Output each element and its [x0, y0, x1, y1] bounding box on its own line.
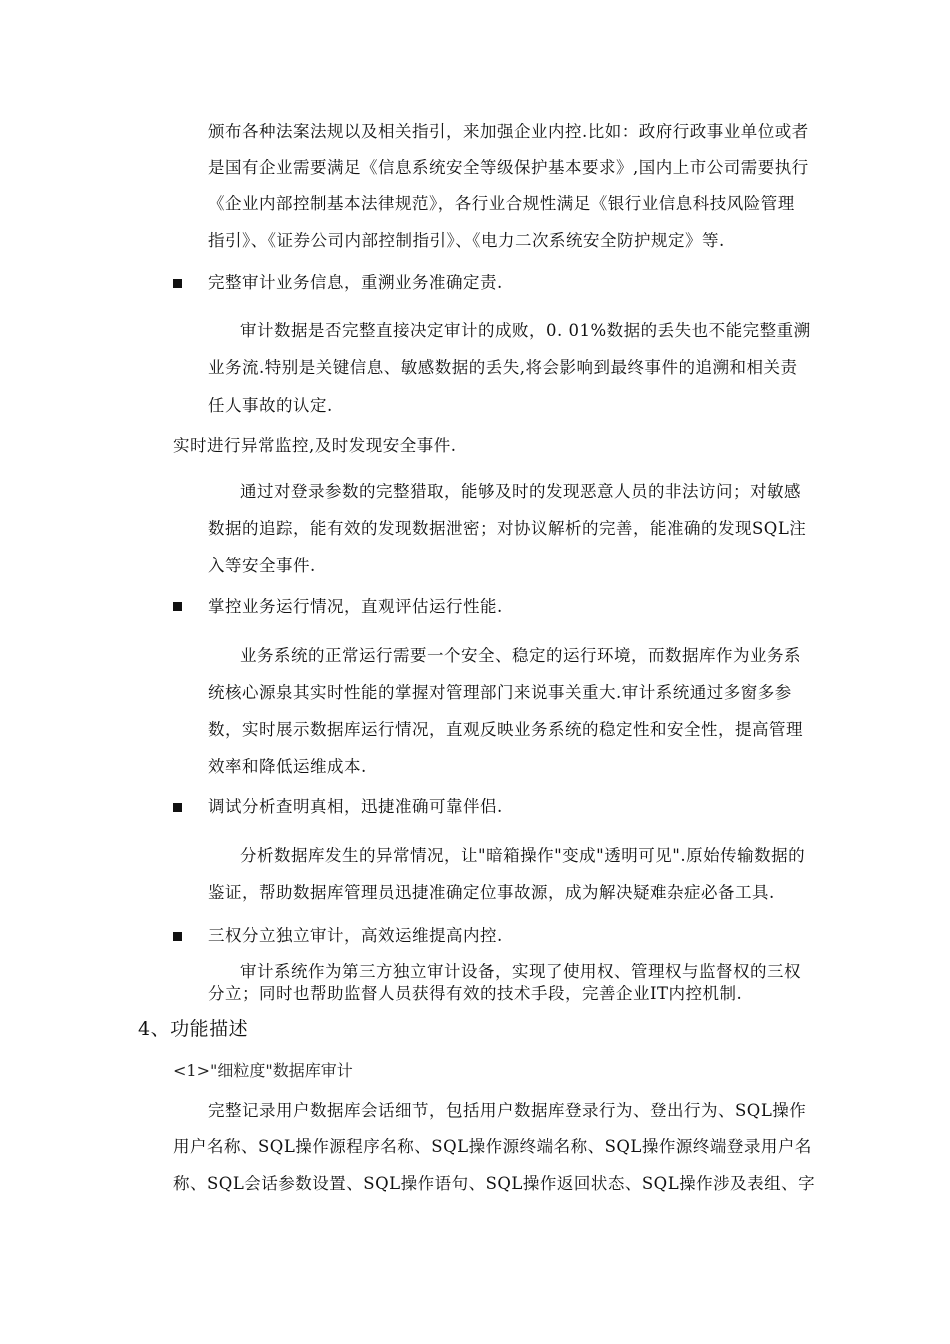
performance-line-4: 效率和降低运维成本. [208, 757, 367, 776]
bullet-audit-info-title: 完整审计业务信息，重溯业务准确定责. [208, 273, 503, 292]
realtime-line-2: 数据的追踪，能有效的发现数据泄密；对协议解析的完善，能准确的发现SQL注 [208, 519, 807, 538]
bullet-square-icon [173, 932, 182, 941]
realtime-line-1: 通过对登录参数的完整猎取，能够及时的发现恶意人员的非法访问；对敏感 [240, 482, 801, 501]
debug-line-2: 鉴证，帮助数据库管理员迅捷准确定位事故源，成为解决疑难杂症必备工具. [208, 883, 775, 902]
audit-info-line-3: 任人事故的认定. [208, 396, 333, 415]
intro-line-3: 《企业内部控制基本法律规范》，各行业合规性满足《银行业信息科技风险管理 [208, 194, 795, 213]
performance-line-2: 统核心源泉其实时性能的掌握对管理部门来说事关重大.审计系统通过多窗多参 [208, 683, 792, 702]
bullet-separation-title: 三权分立独立审计，高效运维提高内控. [208, 926, 503, 945]
section-line-1: 完整记录用户数据库会话细节，包括用户数据库登录行为、登出行为、SQL操作 [208, 1101, 807, 1120]
separation-line-2: 分立；同时也帮助监督人员获得有效的技术手段，完善企业IT内控机制. [208, 984, 743, 1003]
performance-line-1: 业务系统的正常运行需要一个安全、稳定的运行环境，而数据库作为业务系 [240, 646, 801, 665]
section-heading: 4、功能描述 [138, 1018, 249, 1040]
bullet-square-icon [173, 279, 182, 288]
debug-line-1: 分析数据库发生的异常情况，让"暗箱操作"变成"透明可见".原始传输数据的 [240, 846, 806, 865]
performance-line-3: 数，实时展示数据库运行情况，直观反映业务系统的稳定性和安全性，提高管理 [208, 720, 803, 739]
bullet-debug-title: 调试分析查明真相，迅捷准确可靠伴侣. [208, 797, 503, 816]
section-subheading: <1>"细粒度"数据库审计 [173, 1061, 353, 1080]
bullet-square-icon [173, 602, 182, 611]
audit-info-line-1: 审计数据是否完整直接决定审计的成败，0. 01%数据的丢失也不能完整重溯 [240, 321, 811, 340]
intro-line-2: 是国有企业需要满足《信息系统安全等级保护基本要求》,国内上市公司需要执行 [208, 158, 809, 177]
audit-info-line-2: 业务流.特别是关键信息、敏感数据的丢失,将会影响到最终事件的追溯和相关责 [208, 358, 798, 377]
separation-line-1: 审计系统作为第三方独立审计设备，实现了使用权、管理权与监督权的三权 [240, 962, 801, 981]
intro-line-1: 颁布各种法案法规以及相关指引，来加强企业内控.比如：政府行政事业单位或者 [208, 122, 809, 141]
section-line-3: 称、SQL会话参数设置、SQL操作语句、SQL操作返回状态、SQL操作涉及表组、字 [173, 1174, 816, 1193]
bullet-performance-title: 掌控业务运行情况，直观评估运行性能. [208, 597, 503, 616]
realtime-line-3: 入等安全事件. [208, 556, 316, 575]
section-line-2: 用户名称、SQL操作源程序名称、SQL操作源终端名称、SQL操作源终端登录用户名 [173, 1137, 812, 1156]
intro-line-4: 指引》、《证券公司内部控制指引》、《电力二次系统安全防护规定》等. [208, 231, 725, 250]
realtime-monitoring-title: 实时进行异常监控,及时发现安全事件. [173, 436, 457, 455]
bullet-square-icon [173, 803, 182, 812]
